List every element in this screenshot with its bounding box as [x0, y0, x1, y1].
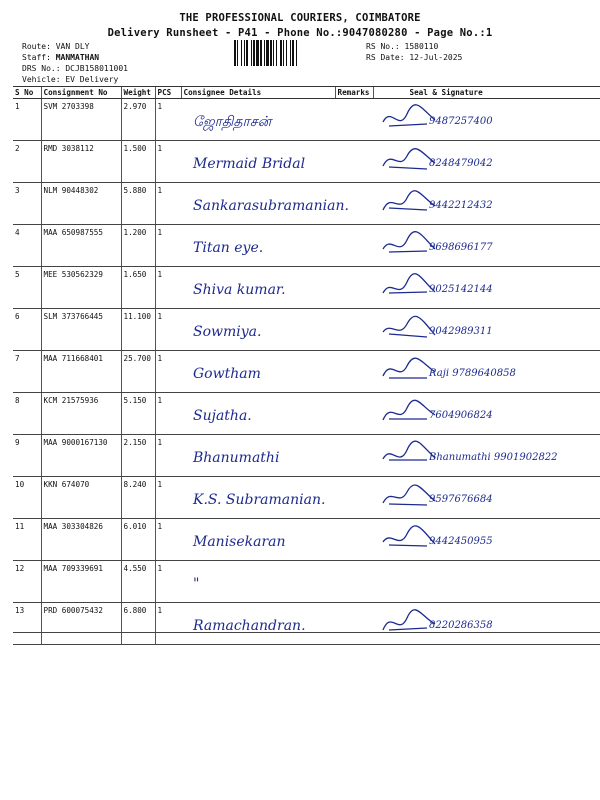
- sno-cell: 5: [13, 267, 41, 309]
- signature-phone: 9487257400: [429, 116, 493, 127]
- route-value: VAN DLY: [55, 42, 90, 51]
- weight-cell: 6.010: [121, 519, 155, 561]
- signature-phone: 9025142144: [429, 284, 493, 295]
- remarks-cell: [335, 519, 373, 561]
- pcs-cell: 1: [155, 183, 181, 225]
- weight-cell: 2.970: [121, 99, 155, 141]
- weight-cell: 11.100: [121, 309, 155, 351]
- consignee-cell: [181, 435, 335, 477]
- col-weight-header: Weight: [121, 87, 155, 99]
- sno-cell: 6: [13, 309, 41, 351]
- col-sno-header: S No: [13, 87, 41, 99]
- table-row: [13, 141, 600, 183]
- consignee-cell: [181, 309, 335, 351]
- table-row: [13, 183, 600, 225]
- consignee-handwriting: K.S. Subramanian.: [193, 492, 326, 508]
- rs-date-label: RS Date:: [366, 53, 405, 62]
- consignment-cell: KKN 674070: [41, 477, 121, 519]
- remarks-cell: [335, 309, 373, 351]
- table-header-row: [13, 87, 600, 99]
- pcs-cell: 1: [155, 225, 181, 267]
- vehicle-line: [22, 74, 118, 85]
- sno-cell: 7: [13, 351, 41, 393]
- consignee-cell: [181, 393, 335, 435]
- consignee-handwriting: Sujatha.: [193, 408, 252, 424]
- weight-cell: 5.150: [121, 393, 155, 435]
- rs-no-line: [366, 41, 438, 52]
- table-row: [13, 267, 600, 309]
- consignee-handwriting: Ramachandran.: [193, 618, 306, 634]
- sno-cell: 13: [13, 603, 41, 645]
- consignee-handwriting: Sowmiya.: [193, 324, 262, 340]
- signature-phone: 9597676684: [429, 494, 493, 505]
- pcs-cell: 1: [155, 267, 181, 309]
- weight-cell: 1.200: [121, 225, 155, 267]
- drs-line: [22, 63, 128, 74]
- signature-cell: [373, 393, 600, 435]
- signature-cell: [373, 603, 600, 645]
- consignee-handwriting: Bhanumathi: [193, 450, 280, 466]
- remarks-cell: [335, 267, 373, 309]
- consignee-handwriting: Manisekaran: [193, 534, 286, 550]
- consignment-cell: RMD 3038112: [41, 141, 121, 183]
- signature-scribble: [381, 566, 441, 596]
- drs-value: DCJB158011001: [65, 64, 128, 73]
- consignment-cell: MAA 303304826: [41, 519, 121, 561]
- table-row: [13, 393, 600, 435]
- table-row: [13, 477, 600, 519]
- consignee-handwriting: Shiva kumar.: [193, 282, 286, 298]
- staff-line: [22, 52, 99, 63]
- signature-phone: Bhanumathi 9901902822: [429, 452, 558, 463]
- sno-cell: 3: [13, 183, 41, 225]
- sno-cell: 8: [13, 393, 41, 435]
- pcs-cell: 1: [155, 351, 181, 393]
- rs-date-line: [366, 52, 462, 63]
- weight-cell: 6.800: [121, 603, 155, 645]
- pcs-cell: 1: [155, 477, 181, 519]
- remarks-cell: [335, 561, 373, 603]
- rs-date-value: 12-Jul-2025: [409, 53, 463, 62]
- pcs-cell: 1: [155, 309, 181, 351]
- weight-cell: 1.650: [121, 267, 155, 309]
- col-consignment-header: Consignment No: [41, 87, 121, 99]
- drs-label: DRS No.:: [22, 64, 61, 73]
- consignee-handwriting: ஜோதிதாசன்: [193, 114, 272, 130]
- rs-no-label: RS No.:: [366, 42, 400, 51]
- consignment-cell: MAA 711668401: [41, 351, 121, 393]
- consignment-cell: MAA 650987555: [41, 225, 121, 267]
- rs-no-value: 1580110: [404, 42, 439, 51]
- col-signature-header: Seal & Signature: [373, 87, 600, 99]
- signature-cell: [373, 309, 600, 351]
- barcode-image: [234, 40, 348, 66]
- consignee-cell: [181, 183, 349, 225]
- consignment-cell: PRD 600075432: [41, 603, 121, 645]
- signature-cell: [373, 561, 600, 603]
- staff-value: MANMATHAN: [55, 53, 100, 62]
- consignment-cell: MAA 709339691: [41, 561, 121, 603]
- pcs-cell: 1: [155, 99, 181, 141]
- consignee-cell: [181, 267, 335, 309]
- consignee-cell: [181, 477, 335, 519]
- consignment-cell: MAA 9000167130: [41, 435, 121, 477]
- signature-phone: Raji 9789640858: [429, 368, 516, 379]
- sno-cell: 2: [13, 141, 41, 183]
- table-row: [13, 603, 600, 645]
- weight-cell: 4.550: [121, 561, 155, 603]
- table-row: [13, 309, 600, 351]
- signature-phone: 9442450955: [429, 536, 493, 547]
- table-row: [13, 225, 600, 267]
- consignment-cell: KCM 21575936: [41, 393, 121, 435]
- remarks-cell: [335, 351, 373, 393]
- table-row: [13, 561, 600, 603]
- pcs-cell: 1: [155, 141, 181, 183]
- signature-cell: [373, 99, 600, 141]
- weight-cell: 5.880: [121, 183, 155, 225]
- sno-cell: 1: [13, 99, 41, 141]
- runsheet-subtitle: Delivery Runsheet - P41 - Phone No.:9047080280 - Page No.:1: [107, 27, 493, 39]
- signature-phone: 9698696177: [429, 242, 493, 253]
- consignment-cell: NLM 90448302: [41, 183, 121, 225]
- sno-cell: 11: [13, 519, 41, 561]
- consignee-cell: [181, 561, 335, 603]
- remarks-cell: [335, 141, 373, 183]
- table-row: [13, 435, 600, 477]
- consignee-handwriting: ": [193, 576, 200, 592]
- table-bottom-rule: [13, 632, 600, 633]
- consignee-handwriting: Gowtham: [193, 366, 261, 382]
- signature-cell: [373, 351, 600, 393]
- remarks-cell: [335, 603, 373, 645]
- vehicle-value: EV Delivery: [65, 75, 119, 84]
- staff-label: Staff:: [22, 53, 51, 62]
- route-label: Route:: [22, 42, 51, 51]
- signature-cell: [373, 435, 600, 477]
- consignee-cell: [181, 351, 335, 393]
- sno-cell: 9: [13, 435, 41, 477]
- weight-cell: 1.500: [121, 141, 155, 183]
- pcs-cell: 1: [155, 519, 181, 561]
- pcs-cell: 1: [155, 603, 181, 645]
- signature-cell: [373, 141, 600, 183]
- signature-cell: [373, 477, 600, 519]
- consignee-cell: [181, 99, 335, 141]
- table-row: [13, 99, 600, 141]
- weight-cell: 8.240: [121, 477, 155, 519]
- consignee-handwriting: Mermaid Bridal: [193, 156, 306, 172]
- remarks-cell: [335, 225, 373, 267]
- consignment-cell: SLM 373766445: [41, 309, 121, 351]
- signature-cell: [373, 519, 600, 561]
- runsheet-table: [13, 86, 600, 645]
- col-consignee-header: Consignee Details: [181, 87, 335, 99]
- signature-phone: 8248479042: [429, 158, 493, 169]
- consignee-cell: [181, 603, 335, 645]
- route-line: [22, 41, 89, 52]
- pcs-cell: 1: [155, 435, 181, 477]
- table-row: [13, 519, 600, 561]
- consignment-cell: SVM 2703398: [41, 99, 121, 141]
- consignee-cell: [181, 519, 335, 561]
- signature-cell: [373, 267, 600, 309]
- remarks-cell: [335, 477, 373, 519]
- sno-cell: 4: [13, 225, 41, 267]
- signature-phone: 8220286358: [429, 620, 493, 631]
- consignee-handwriting: Titan eye.: [193, 240, 264, 256]
- sno-cell: 10: [13, 477, 41, 519]
- remarks-cell: [335, 99, 373, 141]
- signature-cell: [373, 225, 600, 267]
- table-row: [13, 351, 600, 393]
- remarks-cell: [335, 393, 373, 435]
- col-remarks-header: Remarks: [335, 87, 373, 99]
- consignee-cell: [181, 225, 335, 267]
- pcs-cell: 1: [155, 393, 181, 435]
- remarks-cell: [335, 435, 373, 477]
- weight-cell: 2.150: [121, 435, 155, 477]
- signature-cell: [373, 183, 600, 225]
- signature-phone: 9442212432: [429, 200, 493, 211]
- consignee-handwriting: Sankarasubramanian.: [193, 198, 349, 214]
- signature-phone: 7604906824: [429, 410, 493, 421]
- weight-cell: 25.700: [121, 351, 155, 393]
- consignment-cell: MEE 530562329: [41, 267, 121, 309]
- company-title: THE PROFESSIONAL COURIERS, COIMBATORE: [179, 12, 421, 24]
- col-pcs-header: PCS: [155, 87, 181, 99]
- consignee-cell: [181, 141, 335, 183]
- sno-cell: 12: [13, 561, 41, 603]
- signature-phone: 9042989311: [429, 326, 493, 337]
- vehicle-label: Vehicle:: [22, 75, 61, 84]
- pcs-cell: 1: [155, 561, 181, 603]
